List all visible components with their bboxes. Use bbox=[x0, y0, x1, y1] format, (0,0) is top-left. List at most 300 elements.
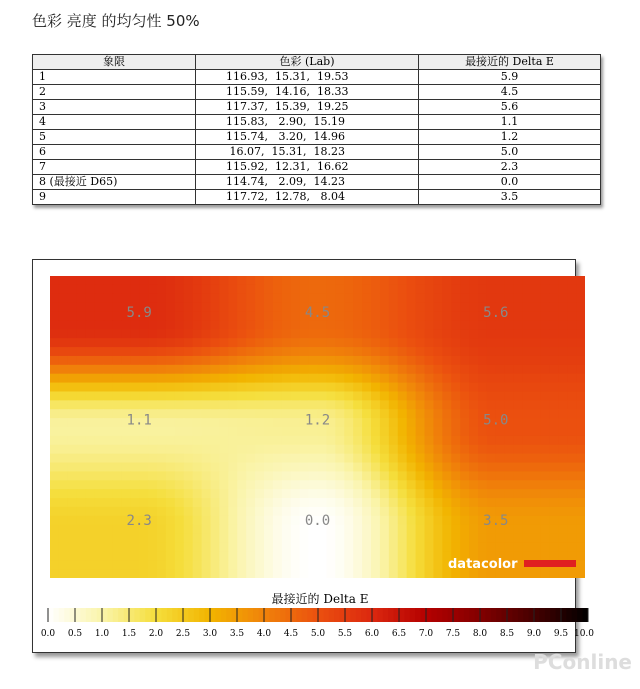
heatmap-cell bbox=[442, 303, 452, 312]
heatmap-cell bbox=[389, 285, 399, 294]
heatmap-cell bbox=[264, 498, 274, 507]
heatmap-cell bbox=[273, 418, 283, 427]
heatmap-cell bbox=[326, 480, 336, 489]
heatmap-cell bbox=[139, 347, 149, 356]
heatmap-cell bbox=[549, 312, 559, 321]
heatmap-cell bbox=[59, 312, 69, 321]
heatmap-cell bbox=[398, 569, 408, 578]
heatmap-cell bbox=[442, 516, 452, 525]
heatmap-cell bbox=[255, 525, 265, 534]
heatmap-cell bbox=[416, 312, 426, 321]
heatmap-cell bbox=[228, 436, 238, 445]
colorbar-segment bbox=[345, 608, 351, 622]
heatmap-cell bbox=[255, 436, 265, 445]
heatmap-cell bbox=[380, 498, 390, 507]
heatmap-cell bbox=[496, 383, 506, 392]
heatmap-cell bbox=[344, 383, 354, 392]
heatmap-cell bbox=[112, 551, 122, 560]
heatmap-cell bbox=[389, 436, 399, 445]
heatmap-cell bbox=[326, 436, 336, 445]
heatmap-cell bbox=[371, 560, 381, 569]
heatmap-cell bbox=[95, 374, 105, 383]
heatmap-cell bbox=[95, 303, 105, 312]
heatmap-cell bbox=[344, 294, 354, 303]
heatmap-cell bbox=[112, 569, 122, 578]
heatmap-cell bbox=[291, 329, 301, 338]
heatmap-cell bbox=[469, 480, 479, 489]
colorbar-segment bbox=[248, 608, 254, 622]
heatmap-cell bbox=[246, 569, 256, 578]
heatmap-cell bbox=[77, 409, 87, 418]
heatmap-cell bbox=[362, 383, 372, 392]
heatmap-cell bbox=[389, 480, 399, 489]
heatmap-cell bbox=[433, 294, 443, 303]
heatmap-cell bbox=[112, 463, 122, 472]
heatmap-cell bbox=[273, 356, 283, 365]
heatmap-cell bbox=[291, 338, 301, 347]
colorbar-tick-label: 2.0 bbox=[148, 629, 164, 639]
heatmap-cell bbox=[433, 569, 443, 578]
heatmap-cell bbox=[389, 276, 399, 285]
heatmap-cell bbox=[398, 400, 408, 409]
heatmap-cell bbox=[335, 471, 345, 480]
cell-delta-e: 5.6 bbox=[419, 100, 601, 115]
heatmap-cell bbox=[532, 312, 542, 321]
heatmap-cell bbox=[514, 427, 524, 436]
heatmap-cell bbox=[335, 525, 345, 534]
heatmap-cell bbox=[184, 285, 194, 294]
heatmap-cell bbox=[175, 427, 185, 436]
heatmap-cell bbox=[389, 516, 399, 525]
heatmap-cell bbox=[237, 542, 247, 551]
cell-quadrant: 5 bbox=[33, 130, 196, 145]
colorbar-segment bbox=[410, 608, 416, 622]
heatmap-cell bbox=[130, 480, 140, 489]
heatmap-cell bbox=[211, 560, 221, 569]
heatmap-cell bbox=[255, 312, 265, 321]
heatmap-cell bbox=[104, 542, 114, 551]
heatmap-cell bbox=[532, 383, 542, 392]
heatmap-cell bbox=[389, 347, 399, 356]
heatmap-cell bbox=[416, 294, 426, 303]
heatmap-cell bbox=[469, 436, 479, 445]
heatmap-cell bbox=[558, 329, 568, 338]
colorbar-segment bbox=[48, 608, 54, 622]
heatmap-cell bbox=[255, 365, 265, 374]
heatmap-cell bbox=[469, 320, 479, 329]
heatmap-cell bbox=[68, 463, 78, 472]
colorbar-segment bbox=[291, 608, 297, 622]
heatmap-cell bbox=[184, 374, 194, 383]
heatmap-cell bbox=[514, 525, 524, 534]
heatmap-cell bbox=[175, 383, 185, 392]
heatmap-cell bbox=[121, 498, 131, 507]
heatmap-cell bbox=[451, 480, 461, 489]
heatmap-cell bbox=[291, 347, 301, 356]
heatmap-cell bbox=[362, 516, 372, 525]
heatmap-cell bbox=[469, 303, 479, 312]
heatmap-cell bbox=[326, 276, 336, 285]
heatmap-cell bbox=[532, 454, 542, 463]
heatmap-cell bbox=[496, 294, 506, 303]
heatmap-cell bbox=[112, 516, 122, 525]
heatmap-cell bbox=[139, 329, 149, 338]
heatmap-cell bbox=[433, 542, 443, 551]
heatmap-cell bbox=[175, 365, 185, 374]
heatmap-cell bbox=[95, 356, 105, 365]
heatmap-cell bbox=[202, 489, 212, 498]
heatmap-cell bbox=[273, 320, 283, 329]
heatmap-cell bbox=[549, 507, 559, 516]
heatmap-cell bbox=[193, 365, 203, 374]
heatmap-cell bbox=[371, 391, 381, 400]
colorbar-segment bbox=[372, 608, 378, 622]
heatmap-cell bbox=[86, 294, 96, 303]
heatmap-cell bbox=[193, 400, 203, 409]
heatmap-cell bbox=[380, 400, 390, 409]
colorbar-segment bbox=[275, 608, 281, 622]
heatmap-cell bbox=[353, 294, 363, 303]
heatmap-cell bbox=[121, 480, 131, 489]
heatmap-cell bbox=[77, 320, 87, 329]
heatmap-cell bbox=[407, 507, 417, 516]
heatmap-cell bbox=[442, 463, 452, 472]
heatmap-cell bbox=[184, 427, 194, 436]
heatmap-cell bbox=[532, 427, 542, 436]
heatmap-cell bbox=[416, 436, 426, 445]
heatmap-cell bbox=[246, 365, 256, 374]
heatmap-cell bbox=[496, 347, 506, 356]
heatmap-cell bbox=[540, 294, 550, 303]
heatmap-cell bbox=[523, 498, 533, 507]
heatmap-cell bbox=[576, 356, 585, 365]
heatmap-cell bbox=[228, 560, 238, 569]
heatmap-cell bbox=[576, 463, 585, 472]
table-row bbox=[33, 145, 601, 160]
heatmap-cell bbox=[532, 471, 542, 480]
heatmap-cell bbox=[567, 276, 577, 285]
heatmap-cell bbox=[282, 303, 292, 312]
heatmap-cell bbox=[371, 463, 381, 472]
heatmap-cell bbox=[59, 427, 69, 436]
heatmap-cell bbox=[380, 409, 390, 418]
heatmap-cell bbox=[193, 516, 203, 525]
heatmap-cell bbox=[193, 320, 203, 329]
heatmap-cell bbox=[407, 409, 417, 418]
heatmap-cell bbox=[104, 471, 114, 480]
heatmap-cell bbox=[335, 320, 345, 329]
heatmap-cell bbox=[451, 383, 461, 392]
heatmap-cell bbox=[371, 427, 381, 436]
heatmap-cell bbox=[211, 516, 221, 525]
heatmap-cell bbox=[255, 294, 265, 303]
colorbar-segment bbox=[242, 608, 248, 622]
heatmap-cell bbox=[219, 569, 229, 578]
heatmap-cell bbox=[433, 471, 443, 480]
heatmap-cell bbox=[282, 525, 292, 534]
heatmap-cell bbox=[255, 507, 265, 516]
heatmap-cell bbox=[166, 320, 176, 329]
heatmap-cell bbox=[246, 498, 256, 507]
heatmap-cell bbox=[148, 551, 158, 560]
heatmap-cell bbox=[433, 507, 443, 516]
heatmap-cell bbox=[211, 542, 221, 551]
heatmap-cell bbox=[380, 489, 390, 498]
heatmap-cell bbox=[202, 516, 212, 525]
heatmap-cell bbox=[362, 356, 372, 365]
heatmap-cell bbox=[576, 338, 585, 347]
heatmap-cell bbox=[184, 551, 194, 560]
heatmap-cell bbox=[549, 463, 559, 472]
heatmap-cell bbox=[112, 542, 122, 551]
colorbar-tick-label: 4.5 bbox=[283, 629, 299, 639]
heatmap-cell bbox=[558, 303, 568, 312]
colorbar-tick-label: 0.5 bbox=[67, 629, 83, 639]
heatmap-cell bbox=[291, 276, 301, 285]
heatmap-cell bbox=[112, 507, 122, 516]
heatmap-cell bbox=[211, 303, 221, 312]
heatmap-cell bbox=[398, 365, 408, 374]
heatmap-cell bbox=[95, 560, 105, 569]
heatmap-cell bbox=[398, 391, 408, 400]
colorbar-segment bbox=[496, 608, 502, 622]
colorbar-segment bbox=[221, 608, 227, 622]
heatmap-cell bbox=[362, 320, 372, 329]
heatmap-cell bbox=[496, 534, 506, 543]
heatmap-cell bbox=[309, 391, 319, 400]
heatmap-cell bbox=[300, 498, 310, 507]
heatmap-cell bbox=[246, 391, 256, 400]
heatmap-cell bbox=[202, 312, 212, 321]
colorbar-tick-label: 10.0 bbox=[573, 629, 595, 639]
heatmap-cell bbox=[255, 400, 265, 409]
heatmap-cell bbox=[523, 436, 533, 445]
heatmap-cell bbox=[469, 454, 479, 463]
heatmap-cell bbox=[549, 294, 559, 303]
heatmap-cell bbox=[380, 383, 390, 392]
heatmap-cell bbox=[112, 329, 122, 338]
heatmap-cell bbox=[112, 454, 122, 463]
heatmap-cell bbox=[237, 507, 247, 516]
heatmap-cell bbox=[219, 303, 229, 312]
heatmap-cell bbox=[398, 480, 408, 489]
heatmap-cell bbox=[68, 356, 78, 365]
heatmap-cell bbox=[104, 418, 114, 427]
heatmap-cell bbox=[309, 480, 319, 489]
heatmap-cell bbox=[112, 489, 122, 498]
heatmap-cell bbox=[255, 303, 265, 312]
heatmap-cell bbox=[211, 338, 221, 347]
heatmap-cell bbox=[246, 303, 256, 312]
heatmap-cell bbox=[451, 294, 461, 303]
heatmap-cell bbox=[246, 338, 256, 347]
heatmap-cell bbox=[282, 329, 292, 338]
heatmap-cell bbox=[166, 276, 176, 285]
heatmap-cell bbox=[157, 454, 167, 463]
heatmap-cell bbox=[407, 400, 417, 409]
value-label: 5.6 bbox=[483, 304, 509, 321]
heatmap-cell bbox=[95, 489, 105, 498]
heatmap-cell bbox=[523, 471, 533, 480]
heatmap-cell bbox=[50, 480, 60, 489]
heatmap-cell bbox=[59, 338, 69, 347]
heatmap-cell bbox=[523, 418, 533, 427]
heatmap-cell bbox=[95, 418, 105, 427]
heatmap-cell bbox=[282, 391, 292, 400]
heatmap-cell bbox=[353, 338, 363, 347]
heatmap-cell bbox=[514, 507, 524, 516]
heatmap-cell bbox=[264, 480, 274, 489]
heatmap-cell bbox=[398, 560, 408, 569]
heatmap-cell bbox=[112, 480, 122, 489]
heatmap-cell bbox=[166, 534, 176, 543]
heatmap-cell bbox=[469, 516, 479, 525]
heatmap-cell bbox=[95, 534, 105, 543]
heatmap-cell bbox=[425, 320, 435, 329]
heatmap-cell bbox=[50, 489, 60, 498]
heatmap-cell bbox=[282, 542, 292, 551]
heatmap-cell bbox=[469, 534, 479, 543]
heatmap-cell bbox=[121, 436, 131, 445]
heatmap-cell bbox=[326, 560, 336, 569]
heatmap-cell bbox=[219, 418, 229, 427]
heatmap-cell bbox=[282, 516, 292, 525]
heatmap-cell bbox=[246, 551, 256, 560]
heatmap-cell bbox=[95, 409, 105, 418]
heatmap-cell bbox=[193, 383, 203, 392]
heatmap-cell bbox=[487, 365, 497, 374]
heatmap-cell bbox=[451, 276, 461, 285]
heatmap-cell bbox=[326, 463, 336, 472]
heatmap-cell bbox=[442, 391, 452, 400]
heatmap-cell bbox=[380, 436, 390, 445]
heatmap-cell bbox=[505, 436, 515, 445]
heatmap-cell bbox=[451, 525, 461, 534]
heatmap-cell bbox=[77, 383, 87, 392]
heatmap-cell bbox=[344, 312, 354, 321]
heatmap-cell bbox=[335, 418, 345, 427]
heatmap-cell bbox=[282, 312, 292, 321]
heatmap-cell bbox=[496, 436, 506, 445]
cell-lab: 115.74, 3.20, 14.96 bbox=[196, 130, 419, 145]
heatmap-cell bbox=[478, 445, 488, 454]
heatmap-cell bbox=[469, 374, 479, 383]
heatmap-cell bbox=[523, 534, 533, 543]
heatmap-cell bbox=[380, 569, 390, 578]
heatmap-cell bbox=[139, 365, 149, 374]
heatmap-cell bbox=[433, 409, 443, 418]
cell-lab: 115.83, 2.90, 15.19 bbox=[196, 115, 419, 130]
heatmap-cell bbox=[576, 303, 585, 312]
heatmap-cell bbox=[326, 400, 336, 409]
heatmap-cell bbox=[523, 320, 533, 329]
heatmap-cell bbox=[264, 427, 274, 436]
heatmap-cell bbox=[300, 338, 310, 347]
heatmap-cell bbox=[300, 551, 310, 560]
heatmap-cell bbox=[246, 445, 256, 454]
heatmap-cell bbox=[433, 418, 443, 427]
heatmap-cell bbox=[228, 551, 238, 560]
heatmap-cell bbox=[425, 463, 435, 472]
heatmap-cell bbox=[532, 409, 542, 418]
heatmap-cell bbox=[407, 534, 417, 543]
heatmap-cell bbox=[326, 498, 336, 507]
heatmap-cell bbox=[398, 418, 408, 427]
heatmap-cell bbox=[104, 560, 114, 569]
heatmap-cell bbox=[371, 516, 381, 525]
heatmap-cell bbox=[487, 445, 497, 454]
heatmap-cell bbox=[202, 276, 212, 285]
heatmap-cell bbox=[104, 463, 114, 472]
colorbar-label: 最接近的 Delta E bbox=[271, 592, 369, 606]
heatmap-cell bbox=[442, 400, 452, 409]
heatmap-cell bbox=[112, 445, 122, 454]
heatmap-cell bbox=[219, 436, 229, 445]
heatmap-cell bbox=[59, 525, 69, 534]
heatmap-cell bbox=[202, 436, 212, 445]
heatmap-cell bbox=[246, 516, 256, 525]
heatmap-cell bbox=[549, 551, 559, 560]
heatmap-cell bbox=[478, 276, 488, 285]
heatmap-cell bbox=[77, 471, 87, 480]
heatmap-cell bbox=[398, 551, 408, 560]
heatmap-cell bbox=[282, 454, 292, 463]
heatmap-cell bbox=[175, 489, 185, 498]
colorbar-tick-label: 2.5 bbox=[175, 629, 191, 639]
heatmap-cell bbox=[353, 516, 363, 525]
heatmap-cell bbox=[532, 276, 542, 285]
heatmap-cell bbox=[309, 463, 319, 472]
heatmap-cell bbox=[540, 276, 550, 285]
heatmap-cell bbox=[273, 480, 283, 489]
heatmap-cell bbox=[496, 320, 506, 329]
heatmap-cell bbox=[460, 516, 470, 525]
cell-quadrant: 4 bbox=[33, 115, 196, 130]
colorbar-tick-label: 6.0 bbox=[364, 629, 380, 639]
heatmap-cell bbox=[282, 294, 292, 303]
heatmap-cell bbox=[112, 525, 122, 534]
heatmap-cell bbox=[353, 489, 363, 498]
heatmap-cell bbox=[567, 489, 577, 498]
heatmap-cell bbox=[371, 276, 381, 285]
heatmap-cell bbox=[157, 471, 167, 480]
heatmap-cell bbox=[273, 471, 283, 480]
heatmap-cell bbox=[362, 569, 372, 578]
heatmap-cell bbox=[291, 409, 301, 418]
heatmap-cell bbox=[540, 551, 550, 560]
heatmap-cell bbox=[353, 383, 363, 392]
heatmap-cell bbox=[318, 329, 328, 338]
heatmap-cell bbox=[344, 436, 354, 445]
heatmap-cell bbox=[309, 534, 319, 543]
heatmap-cell bbox=[362, 498, 372, 507]
heatmap-cell bbox=[300, 400, 310, 409]
heatmap-cell bbox=[291, 436, 301, 445]
heatmap-cell bbox=[549, 285, 559, 294]
heatmap-cell bbox=[567, 498, 577, 507]
heatmap-cell bbox=[425, 560, 435, 569]
heatmap-cell bbox=[469, 338, 479, 347]
heatmap-cell bbox=[175, 436, 185, 445]
colorbar-segment bbox=[86, 608, 92, 622]
heatmap-cell bbox=[496, 454, 506, 463]
heatmap-cell bbox=[228, 365, 238, 374]
heatmap-cell bbox=[104, 400, 114, 409]
heatmap-cell bbox=[59, 320, 69, 329]
heatmap-cell bbox=[130, 569, 140, 578]
heatmap-cell bbox=[398, 436, 408, 445]
heatmap-cell bbox=[478, 294, 488, 303]
